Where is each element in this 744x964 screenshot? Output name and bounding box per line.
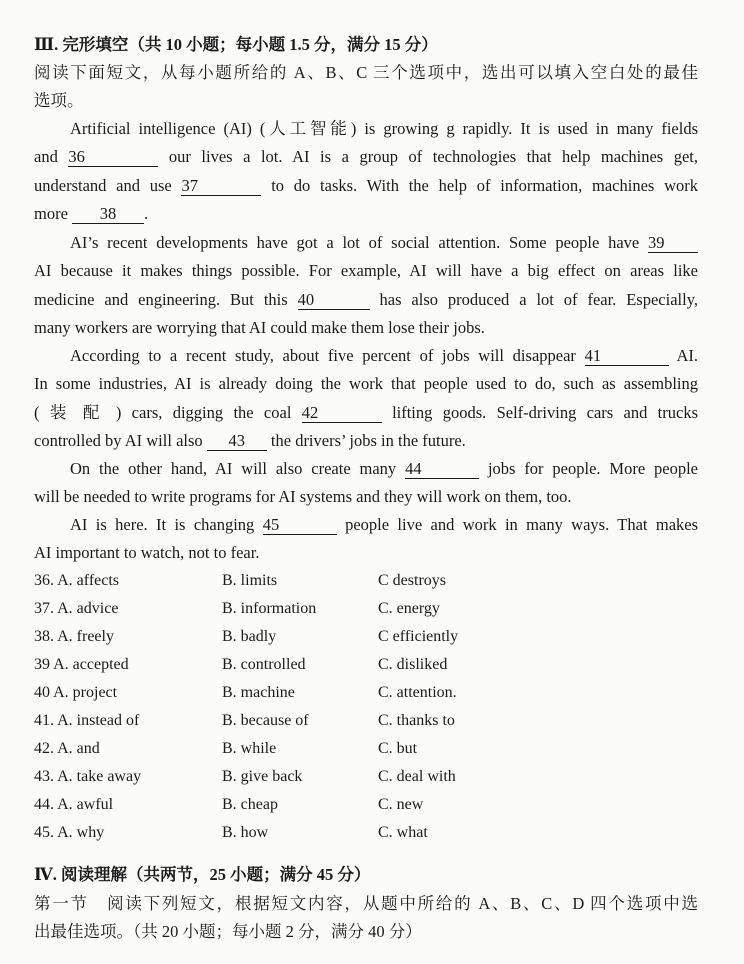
passage-line: Artificial intelligence (AI) (人工智能) is growing g rapidly. It is used in many fields	[70, 119, 698, 138]
passage-line: On the other hand, AI will also create many 44 jobs for people. More people	[70, 459, 698, 478]
option-a[interactable]: 45. A. why	[34, 824, 105, 841]
option-b[interactable]: B. limits	[222, 572, 278, 589]
option-b[interactable]: B. give back	[222, 768, 303, 785]
passage-line: understand and use 37 to do tasks. With the help of information, machines work	[34, 176, 698, 195]
option-c[interactable]: C. disliked	[378, 656, 448, 673]
section-iv-title: Ⅳ. 阅读理解（共两节，25 小题；满分 45 分）	[34, 865, 371, 884]
option-a[interactable]: 36. A. affects	[34, 572, 120, 589]
passage-line: AI is here. It is changing 45 people live and work in many ways. That makes	[70, 515, 699, 534]
option-a[interactable]: 37. A. advice	[34, 600, 119, 617]
option-b[interactable]: B. while	[222, 740, 277, 757]
passage-line: will be needed to write programs for AI systems and they will work on them, too.	[34, 487, 572, 506]
passage-line: In some industries, AI is already doing the work that people used to do, such as assembling	[34, 374, 698, 393]
section-iv-instruction-1: 第一节 阅读下列短文，根据短文内容，从题中所给的 A、B、C、D 四个选项中选	[34, 894, 698, 913]
option-a[interactable]: 42. A. and	[34, 740, 100, 757]
option-b[interactable]: B. cheap	[222, 796, 278, 813]
blank-44[interactable]: 44	[405, 460, 479, 479]
passage-line: According to a recent study, about five percent of jobs will disappear 41 AI.	[70, 346, 699, 365]
passage-line: AI because it makes things possible. For example, AI will have a big effect on areas like	[34, 261, 698, 280]
passage-line: AI important to watch, not to fear.	[34, 543, 260, 562]
blank-42[interactable]: 42	[302, 404, 382, 423]
option-b[interactable]: B. information	[222, 600, 317, 617]
blank-37[interactable]: 37	[181, 177, 261, 196]
option-b[interactable]: B. badly	[222, 628, 277, 645]
option-a[interactable]: 40 A. project	[34, 684, 118, 701]
blank-38[interactable]: 38	[72, 205, 144, 224]
option-b[interactable]: B. how	[222, 824, 269, 841]
option-c[interactable]: C destroys	[378, 572, 446, 589]
option-b[interactable]: B. controlled	[222, 656, 306, 673]
option-c[interactable]: C. attention.	[378, 684, 457, 701]
section-iv-instruction-2: 出最佳选项。（共 20 小题；每小题 2 分，满分 40 分）	[34, 922, 422, 941]
passage-line: more 38 .	[34, 204, 149, 223]
option-c[interactable]: C. energy	[378, 600, 440, 617]
option-c[interactable]: C. new	[378, 796, 424, 813]
section-iii-instruction-1: 阅读下面短文，从每小题所给的 A、B、C 三个选项中，选出可以填入空白处的最佳	[34, 63, 698, 82]
blank-39[interactable]: 39	[648, 234, 698, 253]
option-a[interactable]: 41. A. instead of	[34, 712, 140, 729]
passage-line: many workers are worrying that AI could make them lose their jobs.	[34, 318, 485, 337]
option-b[interactable]: B. machine	[222, 684, 295, 701]
passage-line: AI’s recent developments have got a lot of social attention. Some people have 39	[70, 232, 698, 254]
option-c[interactable]: C. but	[378, 740, 418, 757]
option-c[interactable]: C. thanks to	[378, 712, 455, 729]
blank-41[interactable]: 41	[585, 347, 669, 366]
passage-line: ( 装 配 ) cars, digging the coal 42 lifting goods. Self-driving cars and trucks	[34, 403, 699, 422]
section-iii-instruction-2: 选项。	[34, 91, 84, 110]
option-c[interactable]: C efficiently	[378, 628, 459, 645]
option-a[interactable]: 39 A. accepted	[34, 656, 129, 673]
passage-line: and 36 our lives a lot. AI is a group of technologies that help machines get,	[34, 147, 698, 166]
option-c[interactable]: C. deal with	[378, 768, 456, 785]
section-iii-title: Ⅲ. 完形填空（共 10 小题；每小题 1.5 分，满分 15 分）	[34, 35, 438, 54]
passage-line: controlled by AI will also 43 the drivers’ jobs in the future.	[34, 431, 466, 450]
option-c[interactable]: C. what	[378, 824, 428, 841]
blank-45[interactable]: 45	[263, 516, 337, 535]
blank-40[interactable]: 40	[298, 291, 370, 310]
blank-36[interactable]: 36	[68, 148, 158, 167]
option-a[interactable]: 38. A. freely	[34, 628, 114, 645]
option-a[interactable]: 44. A. awful	[34, 796, 114, 813]
option-b[interactable]: B. because of	[222, 712, 309, 729]
passage-line: medicine and engineering. But this 40 has also produced a lot of fear. Especially,	[34, 290, 698, 309]
option-a[interactable]: 43. A. take away	[34, 768, 142, 785]
blank-43[interactable]: 43	[207, 432, 267, 451]
